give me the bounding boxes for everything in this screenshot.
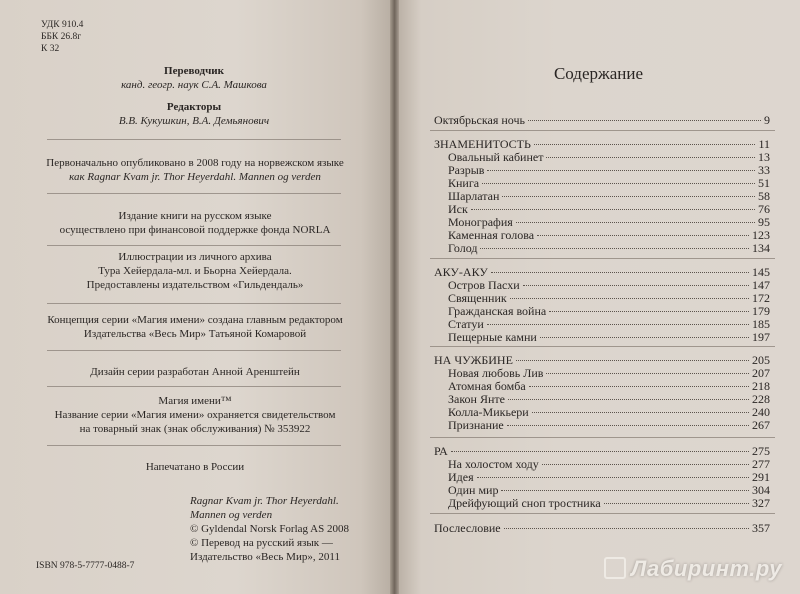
toc-entry-page: 275: [752, 444, 770, 458]
toc-entry-page: 33: [758, 163, 770, 177]
separator-line: [47, 139, 341, 140]
norla-line2: осуществлено при финансовой поддержке фонда NORLA: [59, 224, 331, 236]
editors-names: В.В. Кукушкин, В.А. Демьянович: [118, 115, 270, 127]
trademark-line2: Название серии «Магия имени» охраняется свидетельством: [54, 409, 336, 421]
original-pub-line2: как Ragnar Kvam jr. Thor Heyerdahl. Mannen og verden: [69, 171, 321, 183]
copyright-line5: Издательство «Весь Мир», 2011: [190, 551, 340, 563]
toc-entry-page: 145: [752, 265, 770, 279]
series-design-line: Дизайн серии разработан Анной Аренштейн: [90, 366, 300, 378]
section-rule: [430, 130, 775, 131]
section-rule: [430, 258, 775, 259]
toc-entry-title: Голод: [448, 241, 478, 255]
illustrations-line2: Тура Хейердала-мл. и Бьорна Хейердала.: [98, 265, 292, 277]
toc-entry-page: 51: [758, 176, 770, 190]
site-watermark: [604, 554, 782, 582]
toc-entry-page: 277: [752, 457, 770, 471]
toc-entry-title: Послесловие: [434, 521, 501, 535]
illustrations-line1: Иллюстрации из личного архива: [118, 251, 272, 263]
toc-entry-title: Шарлатан: [448, 189, 500, 203]
udk-code: УДК 910.4: [41, 20, 84, 30]
section-rule: [430, 346, 775, 347]
toc-entry-title: Признание: [448, 418, 504, 432]
toc-entry-page: 228: [752, 392, 770, 406]
toc-entry: [434, 520, 770, 536]
section-rule: [430, 437, 775, 438]
separator-line: [47, 350, 341, 351]
toc-entry-page: 291: [752, 470, 770, 484]
toc-entry-page: 76: [758, 202, 770, 216]
illustrations-line3: Предоставлены издательством «Гильдендаль»: [86, 279, 304, 291]
toc-entry-title: На холостом ходу: [448, 457, 539, 471]
toc-entry-page: 207: [752, 366, 770, 380]
toc-entry-title: Один мир: [448, 483, 499, 497]
toc-entry-title: Разрыв: [448, 163, 485, 177]
copyright-line1: [190, 494, 339, 508]
toc-entry-title: Овальный кабинет: [448, 150, 544, 164]
separator-line: [47, 303, 341, 304]
toc-entry-title: Идея: [448, 470, 474, 484]
toc-entry: [448, 329, 770, 345]
toc-entry-title: Остров Пасхи: [448, 278, 520, 292]
separator-line: [47, 386, 341, 387]
toc-entry-title: Колла-Микьери: [448, 405, 529, 419]
toc-entry-title: Монография: [448, 215, 513, 229]
toc-entry-title: АКУ-АКУ: [434, 265, 488, 279]
norla-line1: Издание книги на русском языке: [118, 210, 272, 222]
toc-entry-page: 13: [758, 150, 770, 164]
copyright-line2: Mannen og verden: [190, 509, 273, 521]
toc-entry-title: Статуи: [448, 317, 484, 331]
toc-entry: [448, 417, 770, 433]
toc-entry: [448, 240, 770, 256]
series-concept-line1: Концепция серии «Магия имени» создана главным редактором: [47, 314, 343, 326]
toc-entry-title: Закон Янте: [448, 392, 505, 406]
toc-title: Содержание: [553, 64, 644, 83]
isbn-number: ISBN 978-5-7777-0488-7: [36, 561, 135, 571]
toc-entry-title: Октябрьская ночь: [434, 113, 525, 127]
toc-entry-page: 179: [752, 304, 770, 318]
copyright-line3: © Gyldendal Norsk Forlag AS 2008: [190, 523, 349, 535]
toc-entry-title: РА: [434, 444, 448, 458]
watermark-text: Лабиринт.ру: [631, 556, 782, 581]
k-code: К 32: [41, 44, 60, 54]
toc-entry-page: 205: [752, 353, 770, 367]
toc-entry-title: Дрейфующий сноп тростника: [448, 496, 601, 510]
translator-name: канд. геогр. наук С.А. Машкова: [121, 79, 267, 91]
toc-entry-page: 267: [752, 418, 770, 432]
toc-entry-page: 197: [752, 330, 770, 344]
toc-entry-page: 134: [752, 241, 770, 255]
toc-entry-title: Книга: [448, 176, 480, 190]
toc-entry-title: ЗНАМЕНИТОСТЬ: [434, 137, 531, 151]
series-concept-line2: Издательства «Весь Мир» Татьяной Комаровой: [83, 328, 307, 340]
toc-entry: [448, 495, 770, 511]
toc-entry-title: Атомная бомба: [448, 379, 526, 393]
toc-entry-title: Иск: [448, 202, 468, 216]
toc-entry-page: 147: [752, 278, 770, 292]
toc-entry-title: Гражданская война: [448, 304, 547, 318]
toc-entry-page: 240: [752, 405, 770, 419]
toc-entry: [434, 112, 770, 128]
copyright-line4: © Перевод на русский язык —: [190, 537, 333, 549]
toc-entry-page: 11: [758, 137, 770, 151]
toc-entry-title: Каменная голова: [448, 228, 535, 242]
separator-line: [47, 245, 341, 246]
trademark-line1: Магия имени™: [158, 395, 232, 407]
toc-entry-page: 185: [752, 317, 770, 331]
toc-entry-page: 58: [758, 189, 770, 203]
editors-heading: Редакторы: [166, 101, 222, 113]
printed-in-russia: Напечатано в России: [145, 461, 245, 473]
toc-entry-title: НА ЧУЖБИНЕ: [434, 353, 513, 367]
copyright-original-title: Ragnar Kvam jr. Thor Heyerdahl.: [190, 495, 339, 507]
toc-entry-page: 172: [752, 291, 770, 305]
original-pub-line1: Первоначально опубликовано в 2008 году на норвежском языке: [46, 157, 344, 169]
separator-line: [47, 193, 341, 194]
toc-entry-page: 304: [752, 483, 770, 497]
section-rule: [430, 513, 775, 514]
separator-line: [47, 445, 341, 446]
bbk-code: ББК 26.8г: [41, 32, 82, 42]
toc-entry-page: 327: [752, 496, 770, 510]
toc-entry-page: 357: [752, 521, 770, 535]
toc-entry-title: Священник: [448, 291, 507, 305]
toc-entry-title: Пещерные камни: [448, 330, 537, 344]
trademark-line3: на товарный знак (знак обслуживания) № 353922: [79, 423, 311, 435]
translator-heading: Переводчик: [164, 65, 224, 77]
toc-entry-title: Новая любовь Лив: [448, 366, 544, 380]
labirint-logo-icon: [604, 557, 626, 579]
book-gutter: [390, 0, 399, 594]
toc-entry-page: 9: [764, 113, 770, 127]
toc-entry-page: 218: [752, 379, 770, 393]
toc-entry-page: 95: [758, 215, 770, 229]
toc-entry-page: 123: [752, 228, 770, 242]
